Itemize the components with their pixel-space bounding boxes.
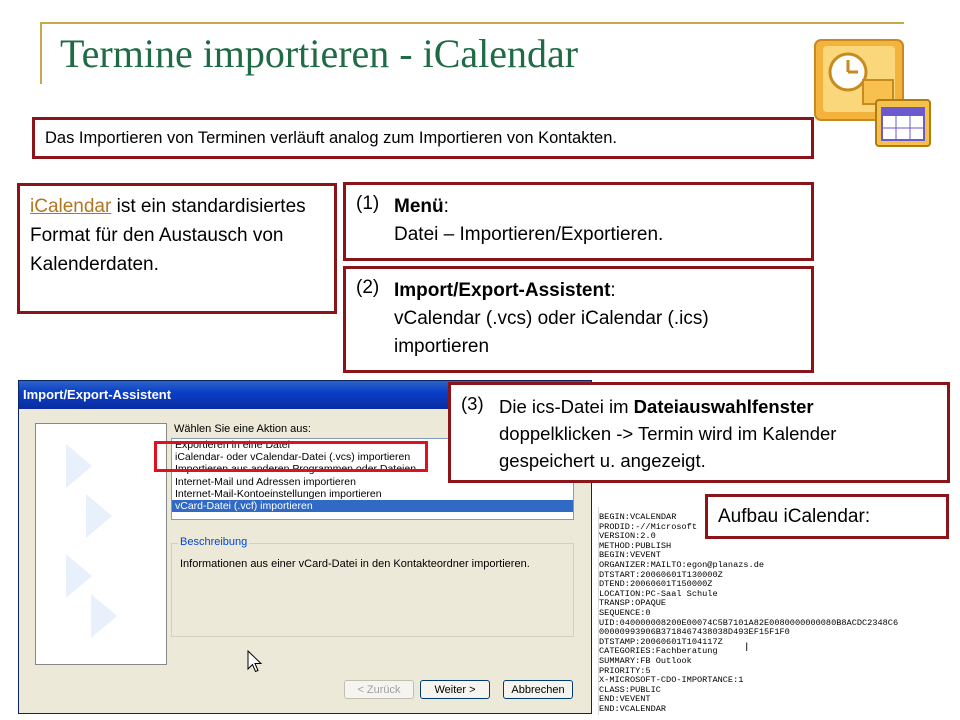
ics-line: X-MICROSOFT-CDO-IMPORTANCE:1 bbox=[599, 675, 744, 686]
ics-line: DTEND:20060601T150000Z bbox=[599, 579, 713, 590]
list-item[interactable]: Internet-Mail-Kontoeinstellungen importieren bbox=[175, 487, 382, 500]
ics-line: BEGIN:VEVENT bbox=[599, 550, 661, 561]
ics-line: TRANSP:OPAQUE bbox=[599, 598, 667, 609]
cancel-button[interactable]: Abbrechen bbox=[503, 680, 573, 699]
ics-line: LOCATION:PC-Saal Schule bbox=[599, 588, 718, 599]
slide-title: Termine importieren - iCalendar bbox=[60, 31, 579, 76]
icalendar-info-text: ist ein standardisiertes Format für den Austausch von Kalenderdaten. bbox=[30, 196, 306, 275]
dialog-title: Import/Export-Assistent bbox=[19, 381, 591, 409]
description-text: Informationen aus einer vCard-Datei in den Kontakteordner importieren. bbox=[180, 558, 530, 570]
ics-line: PRODID:-//Microsoft bbox=[599, 521, 697, 532]
step-3-bold: Dateiauswahlfenster bbox=[633, 396, 814, 417]
ics-line: VERSION:2.0 bbox=[599, 531, 656, 542]
ics-line: METHOD:PUBLISH bbox=[599, 540, 672, 551]
ics-line: CLASS:PUBLIC bbox=[599, 684, 661, 695]
step-1-line2: Datei – Importieren/Exportieren. bbox=[394, 224, 664, 245]
step-1-suffix: : bbox=[443, 196, 449, 217]
ics-line: PRIORITY:5 bbox=[599, 665, 651, 676]
ics-line: ORGANIZER:MAILTO:egon@planazs.de bbox=[599, 559, 765, 570]
action-label: Wählen Sie eine Aktion aus: bbox=[174, 423, 311, 435]
ics-line: END:VEVENT bbox=[599, 694, 651, 705]
ics-line: SUMMARY:FB Outlook bbox=[599, 655, 692, 666]
step-3-number: (3) bbox=[461, 393, 484, 414]
description-legend: Beschreibung bbox=[180, 536, 248, 548]
step-2-bold: Import/Export-Assistent bbox=[394, 280, 611, 301]
step-3-box bbox=[448, 382, 950, 483]
ics-line: 00000993906B3718467438038D493EF15F1F0 bbox=[599, 627, 790, 638]
mouse-pointer-icon bbox=[247, 650, 263, 674]
ics-line: UID:040000008200E00074C5B7101A82E0080000000080B8ACDC2348C6 bbox=[599, 617, 899, 628]
ics-line: DTSTART:20060601T130000Z bbox=[599, 569, 723, 580]
list-item[interactable]: Internet-Mail und Adressen importieren bbox=[175, 475, 356, 488]
aufbau-label-box: Aufbau iCalendar: bbox=[705, 494, 949, 539]
vcs-import-highlight bbox=[154, 441, 428, 472]
ics-line: CATEGORIES:Fachberatung bbox=[599, 646, 718, 657]
icalendar-link[interactable]: iCalendar bbox=[30, 196, 112, 217]
list-item[interactable]: iCalendar- oder vCalendar-Datei (.vcs) importieren bbox=[175, 451, 411, 464]
intro-box: Das Importieren von Terminen verläuft analog zum Importieren von Kontakten. bbox=[32, 117, 814, 159]
next-button[interactable]: Weiter > bbox=[420, 680, 490, 699]
step-1-box bbox=[343, 182, 814, 261]
step-1-number: (1) bbox=[356, 193, 380, 214]
step-2-line2: vCalendar (.vcs) oder iCalendar (.ics) importieren bbox=[394, 308, 709, 357]
left-rule bbox=[40, 22, 42, 84]
ics-line: END:VCALENDAR bbox=[599, 703, 667, 714]
description-group bbox=[171, 536, 574, 637]
step-2-number: (2) bbox=[356, 277, 380, 298]
step-2-box bbox=[343, 266, 814, 373]
list-item[interactable]: Importieren aus anderen Programmen oder Dateien bbox=[175, 463, 417, 476]
step-3-pre: Die ics-Datei im bbox=[499, 396, 634, 417]
text-cursor-icon: I bbox=[745, 640, 749, 654]
ics-line: BEGIN:VCALENDAR bbox=[599, 512, 677, 522]
ics-line: SEQUENCE:0 bbox=[599, 607, 651, 618]
step-2-suffix: : bbox=[610, 280, 616, 301]
top-rule bbox=[40, 22, 904, 24]
wizard-graphic bbox=[35, 423, 167, 665]
list-item[interactable]: Exportieren in eine Datei bbox=[175, 439, 290, 451]
icalendar-info-box bbox=[17, 183, 337, 314]
list-item-selected[interactable]: vCard-Datei (.vcf) importieren bbox=[172, 500, 573, 512]
back-button[interactable]: < Zurück bbox=[344, 680, 414, 699]
step-1-bold: Menü bbox=[394, 196, 444, 217]
ics-line: DTSTAMP:20060601T104117Z bbox=[599, 636, 723, 647]
step-3-post: doppelklicken -> Termin wird im Kalender gespeichert u. angezeigt. bbox=[499, 423, 837, 471]
calendar-icon bbox=[874, 98, 932, 148]
